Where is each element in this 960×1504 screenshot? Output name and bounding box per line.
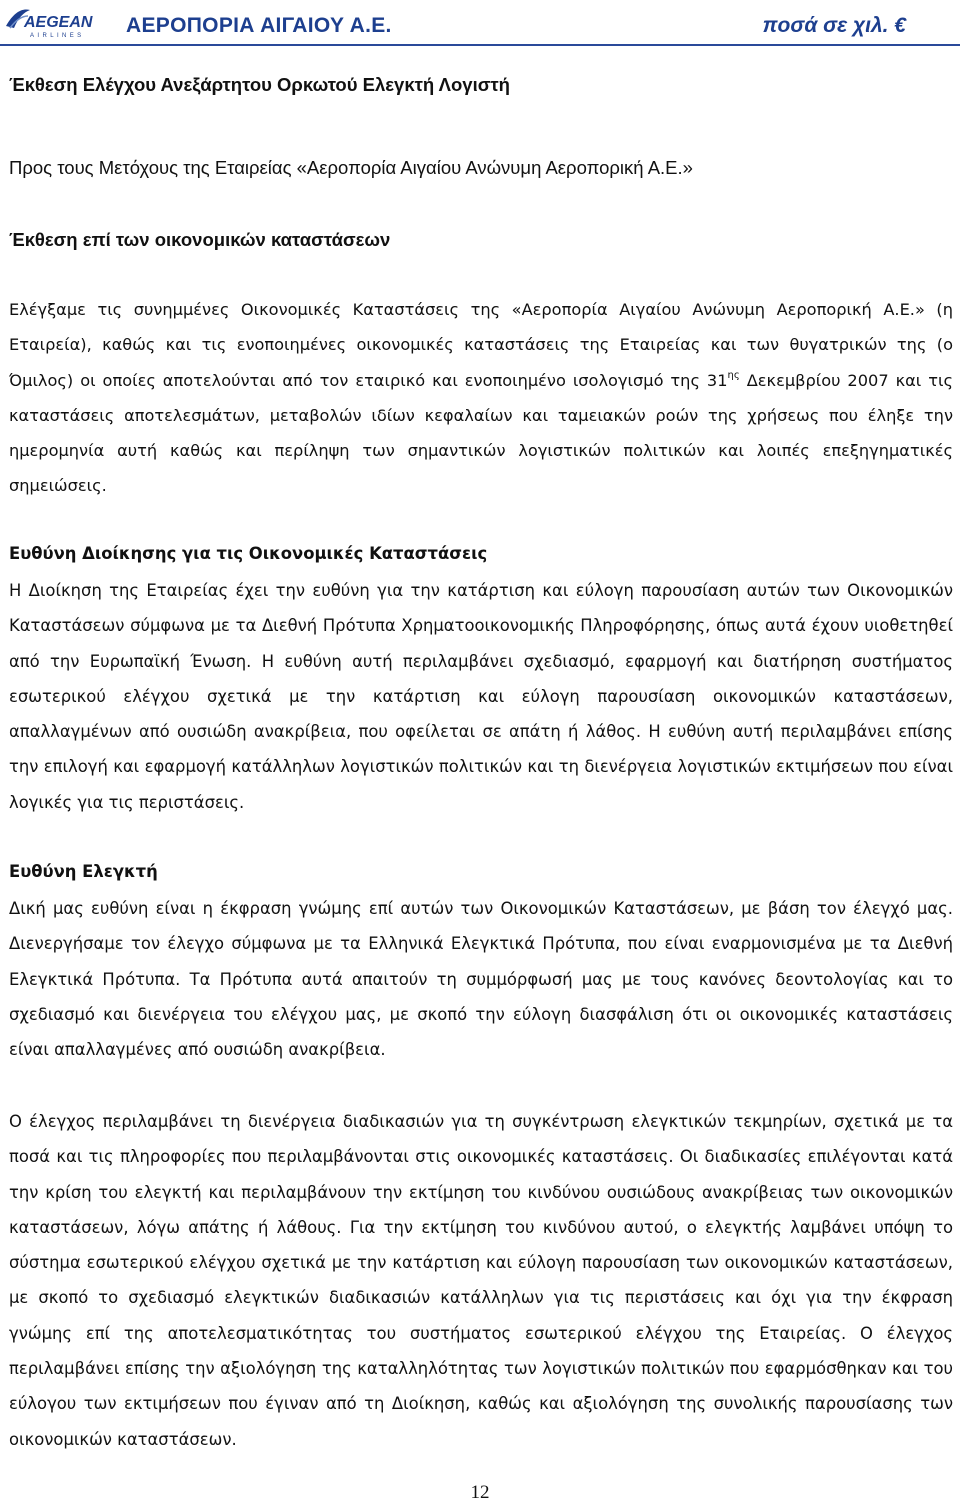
report-title: Έκθεση Ελέγχου Ανεξάρτητου Ορκωτού Ελεγκτή Λογιστή	[9, 74, 510, 95]
page-number: 12	[470, 1482, 490, 1503]
intro-paragraph	[9, 292, 953, 504]
auditor-heading: Ευθύνη Ελεγκτή	[9, 862, 158, 881]
management-paragraph: Η Διοίκηση της Εταιρείας έχει την ευθύνη για την κατάρτιση και εύλογη παρουσίαση αυτών των Οικονομικών Καταστάσεων σύμφωνα με τα Διεθνή Πρότυπα Χρηματοοικονομικής Πληροφόρησης, όπως αυτά έχουν υιοθετηθεί από την Ευρωπαϊκή Ένωση. Η ευθύνη αυτή περιλαμβάνει σχεδιασμό, εφαρμογή και διατήρηση συστήματος εσωτερικού ελέγχου σχετικά με την κατάρτιση και εύλογη παρουσίαση οικονομικών καταστάσεων, απαλλαγμένων από ουσιώδη ανακρίβεια, που οφείλεται σε απάτη ή λάθος. Η ευθύνη αυτή περιλαμβάνει επίσης την επιλογή και εφαρμογή κατάλληλων λογιστικών πολιτικών και τη διενέργεια λογιστικών εκτιμήσεων που είναι λογικές για τις περιστάσεις.	[9, 581, 953, 812]
management-heading: Ευθύνη Διοίκησης για τις Οικονομικές Καταστάσεις	[9, 544, 488, 563]
logo-subtext: AIRLINES	[30, 33, 85, 39]
header-divider	[0, 44, 960, 46]
intro-text-part2: Δεκεμβρίου 2007 και τις καταστάσεις αποτελεσμάτων, μεταβολών ιδίων κεφαλαίων και ταμειακών ροών της χρήσεως που έληξε την ημερομηνία αυτή καθώς και περίληψη των σημαντικών λογιστικών πολιτικών και λοιπές επεξηγηματικές σημειώσεις.	[9, 370, 953, 496]
amounts-note: ποσά σε χιλ. €	[762, 14, 906, 37]
report-subtitle: Έκθεση επί των οικονομικών καταστάσεων	[9, 229, 391, 250]
ordinal-suffix: ης	[727, 369, 740, 381]
logo-wordmark: AEGEAN	[24, 14, 93, 31]
aegean-logo	[4, 6, 96, 40]
procedures-paragraph: Ο έλεγχος περιλαμβάνει τη διενέργεια διαδικασιών για τη συγκέντρωση ελεγκτικών τεκμηρίων, σχετικά με τα ποσά και τις πληροφορίες που περιλαμβάνονται στις οικονομικές καταστάσεις. Οι διαδικασίες επιλέγονται κατά την κρίση του ελεγκτή και περιλαμβάνουν την εκτίμηση του κινδύνου ουσιώδους ανακρίβειας των οικονομικών καταστάσεων, λόγω απάτης ή λάθους. Για την εκτίμηση του κινδύνου αυτού, ο ελεγκτής λαμβάνει υπόψη το σύστημα εσωτερικού ελέγχου σχετικά με την κατάρτιση και εύλογη παρουσίαση των οικονομικών καταστάσεων, με σκοπό το σχεδιασμό ελεγκτικών διαδικασιών κατάλληλων για τις περιστάσεις και όχι για την έκφραση γνώμης επί της αποτελεσματικότητας του συστήματος εσωτερικού ελέγχου της Εταιρείας. Ο έλεγχος περιλαμβάνει επίσης την αξιολόγηση της καταλληλότητας των λογιστικών πολιτικών που εφαρμόσθηκαν και του εύλογου των εκτιμήσεων που έγιναν από τη Διοίκηση, καθώς και αξιολόγηση της συνολικής παρουσίασης των οικονομικών καταστάσεων.	[9, 1112, 953, 1449]
page-header	[0, 0, 960, 46]
report-addressee: Προς τους Μετόχους της Εταιρείας «Αεροπορία Αιγαίου Ανώνυμη Αεροπορική Α.Ε.»	[9, 157, 693, 178]
auditor-paragraph: Δική μας ευθύνη είναι η έκφραση γνώμης επί αυτών των Οικονομικών Καταστάσεων, με βάση τον έλεγχό μας. Διενεργήσαμε τον έλεγχο σύμφωνα με τα Ελληνικά Ελεγκτικά Πρότυπα, που είναι εναρμονισμένα με τα Διεθνή Ελεγκτικά Πρότυπα. Τα Πρότυπα αυτά απαιτούν τη συμμόρφωσή μας με τους κανόνες δεοντολογίας και το σχεδιασμό και διενέργεια του ελέγχου μας, με σκοπό την εύλογη διασφάλιση ότι οι οικονομικές καταστάσεις είναι απαλλαγμένες από ουσιώδη ανακρίβεια.	[9, 899, 953, 1060]
intro-text-part1: Ελέγξαμε τις συνημμένες Οικονομικές Καταστάσεις της «Αεροπορία Αιγαίου Ανώνυμη Αεροπορική Α.Ε.» (η Εταιρεία), καθώς και τις ενοποιημένες οικονομικές καταστάσεις της Εταιρείας και των θυγατρικών της (ο Όμιλος) οι οποίες αποτελούνται από τον εταιρικό και ενοποιημένο ισολογισμό της 31	[9, 300, 953, 390]
company-name: ΑΕΡΟΠΟΡΙΑ ΑΙΓΑΙΟΥ Α.Ε.	[126, 14, 392, 37]
